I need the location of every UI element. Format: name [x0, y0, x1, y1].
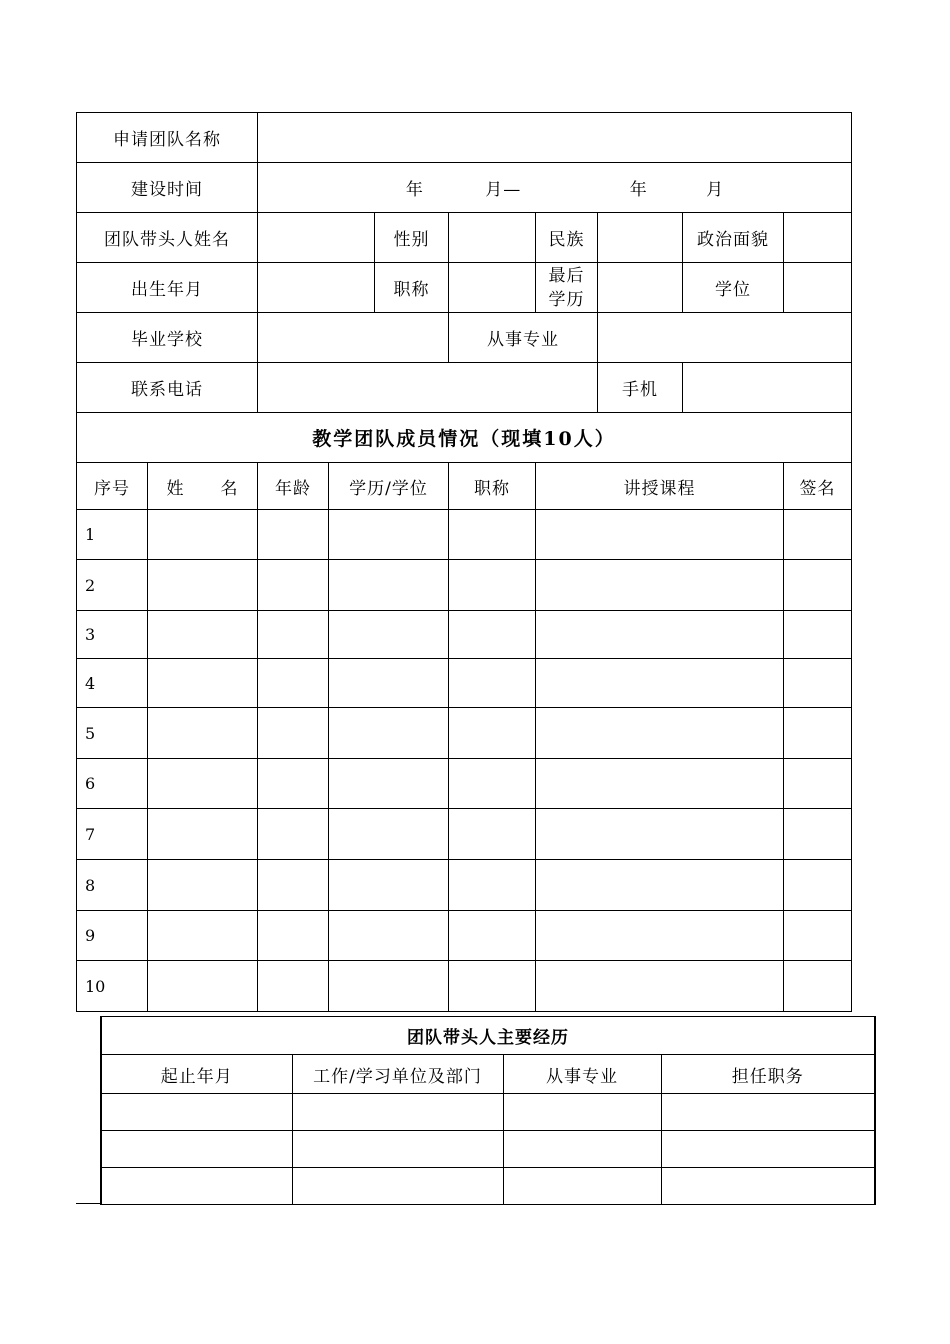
- member-signature-field[interactable]: [784, 659, 852, 708]
- header-title: 职称: [449, 463, 536, 510]
- members-header-row: [77, 463, 852, 510]
- member-courses-field[interactable]: [536, 911, 784, 961]
- member-age-field[interactable]: [258, 911, 329, 961]
- member-courses-field[interactable]: [536, 659, 784, 708]
- member-age-field[interactable]: [258, 659, 329, 708]
- members-section-row: [77, 413, 852, 463]
- header-education: 学历/学位: [329, 463, 449, 510]
- exp-period-field[interactable]: [101, 1168, 292, 1205]
- member-education-field[interactable]: [329, 809, 449, 860]
- member-serial: 6: [77, 759, 148, 809]
- exp-position-field[interactable]: [661, 1094, 875, 1131]
- exp-header-unit: 工作/学习单位及部门: [292, 1055, 503, 1094]
- member-courses-field[interactable]: [536, 708, 784, 759]
- member-signature-field[interactable]: [784, 560, 852, 611]
- member-name-field[interactable]: [148, 510, 258, 560]
- member-name-field[interactable]: [148, 809, 258, 860]
- application-form-table: [76, 112, 852, 1012]
- member-title-field[interactable]: [449, 708, 536, 759]
- member-age-field[interactable]: [258, 759, 329, 809]
- exp-position-field[interactable]: [661, 1131, 875, 1168]
- members-section-title: 教学团队成员情况（现填10人）: [77, 413, 852, 463]
- birth-field[interactable]: [258, 263, 375, 313]
- member-age-field[interactable]: [258, 560, 329, 611]
- member-education-field[interactable]: [329, 961, 449, 1012]
- header-signature: 签名: [784, 463, 852, 510]
- member-row: [77, 659, 852, 708]
- member-title-field[interactable]: [449, 911, 536, 961]
- member-signature-field[interactable]: [784, 759, 852, 809]
- member-row: [77, 961, 852, 1012]
- school-label: 毕业学校: [77, 313, 258, 363]
- title-field[interactable]: [449, 263, 536, 313]
- member-signature-field[interactable]: [784, 809, 852, 860]
- experience-row: [101, 1168, 875, 1205]
- member-serial: 2: [77, 560, 148, 611]
- member-name-field[interactable]: [148, 611, 258, 659]
- build-time-field[interactable]: [258, 163, 852, 213]
- major-field[interactable]: [598, 313, 852, 363]
- member-age-field[interactable]: [258, 961, 329, 1012]
- exp-major-field[interactable]: [503, 1168, 661, 1205]
- member-signature-field[interactable]: [784, 911, 852, 961]
- member-name-field[interactable]: [148, 860, 258, 911]
- member-courses-field[interactable]: [536, 560, 784, 611]
- member-courses-field[interactable]: [536, 809, 784, 860]
- member-courses-field[interactable]: [536, 611, 784, 659]
- ethnicity-field[interactable]: [598, 213, 683, 263]
- member-title-field[interactable]: [449, 759, 536, 809]
- member-age-field[interactable]: [258, 510, 329, 560]
- member-signature-field[interactable]: [784, 510, 852, 560]
- exp-unit-field[interactable]: [292, 1168, 503, 1205]
- member-signature-field[interactable]: [784, 860, 852, 911]
- exp-major-field[interactable]: [503, 1131, 661, 1168]
- team-name-field[interactable]: [258, 113, 852, 163]
- exp-header-major: 从事专业: [503, 1055, 661, 1094]
- member-courses-field[interactable]: [536, 759, 784, 809]
- member-education-field[interactable]: [329, 911, 449, 961]
- member-education-field[interactable]: [329, 759, 449, 809]
- leader-row: [77, 213, 852, 263]
- member-title-field[interactable]: [449, 961, 536, 1012]
- build-time-year1: 年: [405, 180, 424, 200]
- school-row: [77, 313, 852, 363]
- team-name-row: [77, 113, 852, 163]
- member-age-field[interactable]: [258, 860, 329, 911]
- member-serial: 10: [77, 961, 148, 1012]
- experience-title: 团队带头人主要经历: [101, 1017, 875, 1055]
- member-row: [77, 860, 852, 911]
- member-serial: 5: [77, 708, 148, 759]
- phone-field[interactable]: [258, 363, 598, 413]
- header-courses: 讲授课程: [536, 463, 784, 510]
- header-serial: 序号: [77, 463, 148, 510]
- member-signature-field[interactable]: [784, 611, 852, 659]
- exp-period-field[interactable]: [101, 1094, 292, 1131]
- member-education-field[interactable]: [329, 708, 449, 759]
- member-courses-field[interactable]: [536, 961, 784, 1012]
- experience-row: [101, 1094, 875, 1131]
- member-education-field[interactable]: [329, 860, 449, 911]
- member-title-field[interactable]: [449, 809, 536, 860]
- member-serial: 4: [77, 659, 148, 708]
- political-field[interactable]: [784, 213, 852, 263]
- ethnicity-label: 民族: [536, 213, 598, 263]
- degree-label: 学位: [683, 263, 784, 313]
- build-time-label: 建设时间: [77, 163, 258, 213]
- experience-row: [101, 1131, 875, 1168]
- exp-unit-field[interactable]: [292, 1131, 503, 1168]
- birth-label: 出生年月: [77, 263, 258, 313]
- school-field[interactable]: [258, 313, 449, 363]
- education-label: [536, 263, 598, 313]
- member-name-field[interactable]: [148, 560, 258, 611]
- build-time-year2: 年: [629, 180, 648, 200]
- exp-header-position: 担任职务: [661, 1055, 875, 1094]
- member-education-field[interactable]: [329, 611, 449, 659]
- experience-table: [100, 1016, 876, 1205]
- member-serial: 3: [77, 611, 148, 659]
- member-age-field[interactable]: [258, 809, 329, 860]
- exp-header-period: 起止年月: [101, 1055, 292, 1094]
- member-title-field[interactable]: [449, 611, 536, 659]
- build-time-month2: 月: [706, 180, 725, 200]
- member-serial: 7: [77, 809, 148, 860]
- member-serial: 1: [77, 510, 148, 560]
- build-time-row: [77, 163, 852, 213]
- major-label: 从事专业: [449, 313, 598, 363]
- education-label-line2: 学历: [548, 289, 585, 310]
- leader-name-label: 团队带头人姓名: [77, 213, 258, 263]
- mobile-field[interactable]: [683, 363, 852, 413]
- member-age-field[interactable]: [258, 611, 329, 659]
- member-title-field[interactable]: [449, 860, 536, 911]
- member-name-field[interactable]: [148, 911, 258, 961]
- bottom-rule: [76, 1203, 101, 1204]
- exp-unit-field[interactable]: [292, 1094, 503, 1131]
- header-age: 年龄: [258, 463, 329, 510]
- mobile-label: 手机: [598, 363, 683, 413]
- experience-header-row: [101, 1055, 875, 1094]
- member-row: [77, 560, 852, 611]
- education-label-line1: 最后: [548, 265, 585, 286]
- member-education-field[interactable]: [329, 510, 449, 560]
- member-education-field[interactable]: [329, 659, 449, 708]
- build-time-month1: 月—: [485, 180, 522, 200]
- member-row: [77, 510, 852, 560]
- member-serial: 9: [77, 911, 148, 961]
- leader-name-field[interactable]: [258, 213, 375, 263]
- exp-position-field[interactable]: [661, 1168, 875, 1205]
- member-age-field[interactable]: [258, 708, 329, 759]
- phone-label: 联系电话: [77, 363, 258, 413]
- member-signature-field[interactable]: [784, 961, 852, 1012]
- member-title-field[interactable]: [449, 560, 536, 611]
- gender-field[interactable]: [449, 213, 536, 263]
- member-title-field[interactable]: [449, 510, 536, 560]
- member-courses-field[interactable]: [536, 860, 784, 911]
- member-row: [77, 809, 852, 860]
- member-name-field[interactable]: [148, 659, 258, 708]
- experience-title-row: [101, 1017, 875, 1055]
- member-education-field[interactable]: [329, 560, 449, 611]
- title-label: 职称: [375, 263, 449, 313]
- member-name-field[interactable]: [148, 961, 258, 1012]
- education-field[interactable]: [598, 263, 683, 313]
- member-row: [77, 708, 852, 759]
- degree-field[interactable]: [784, 263, 852, 313]
- member-serial: 8: [77, 860, 148, 911]
- contact-row: [77, 363, 852, 413]
- member-title-field[interactable]: [449, 659, 536, 708]
- member-rows: [77, 510, 852, 1012]
- exp-major-field[interactable]: [503, 1094, 661, 1131]
- member-row: [77, 911, 852, 961]
- political-label: 政治面貌: [683, 213, 784, 263]
- member-row: [77, 759, 852, 809]
- exp-period-field[interactable]: [101, 1131, 292, 1168]
- member-row: [77, 611, 852, 659]
- member-signature-field[interactable]: [784, 708, 852, 759]
- header-name: 姓 名: [148, 463, 258, 510]
- member-name-field[interactable]: [148, 759, 258, 809]
- birth-row: [77, 263, 852, 313]
- team-name-label: 申请团队名称: [77, 113, 258, 163]
- member-name-field[interactable]: [148, 708, 258, 759]
- gender-label: 性别: [375, 213, 449, 263]
- member-courses-field[interactable]: [536, 510, 784, 560]
